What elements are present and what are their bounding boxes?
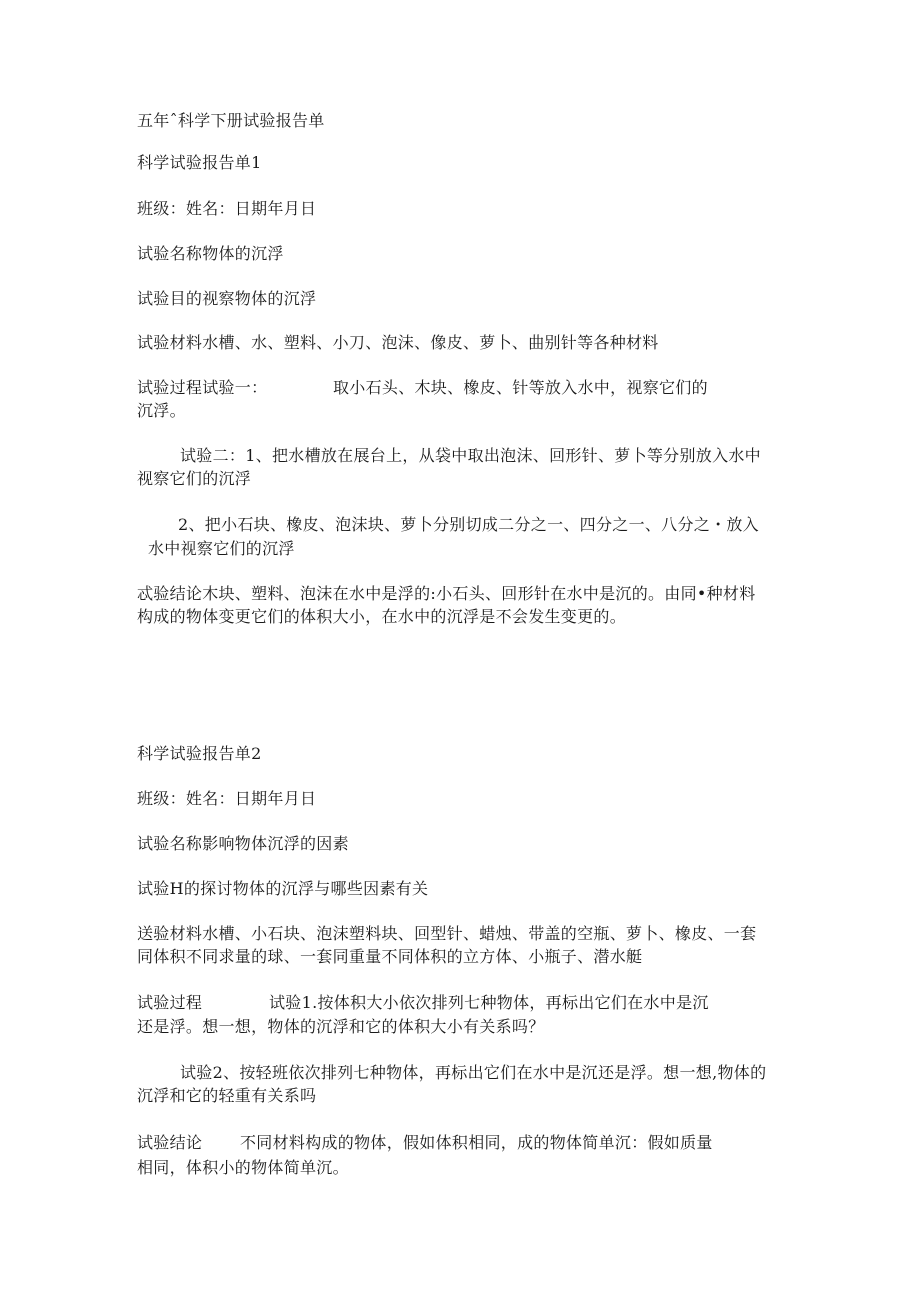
report-1-process-1: 取小石头、木块、橡皮、针等放入水中，视察它们的 (333, 378, 708, 397)
report-1-process-1-cont: 沉浮。 (137, 401, 186, 420)
report-1-process-label: 试验过程试验一： (137, 378, 268, 397)
report-2-process-label: 试验过程 (137, 993, 203, 1012)
report-2-conclusion-cont: 相同，体积小的物体简单沉。 (137, 1158, 349, 1177)
report-1-conclusion: 忒验结论木块、塑料、泡沫在水中是浮的:小石头、回形针在水中是沉的。由同•种材料 (137, 584, 756, 603)
report-2-conclusion: 不同材料构成的物体，假如体积相同，成的物体简单沉：假如质量 (240, 1133, 713, 1152)
report-1-purpose: 试验目的视察物体的沉浮 (137, 289, 317, 308)
report-2-materials: 送验材料水槽、小石块、泡沫塑料块、回型针、蜡烛、带盖的空瓶、萝卜、橡皮、一套 (137, 924, 757, 943)
report-2-conclusion-label: 试验结论 (137, 1133, 203, 1152)
report-2-process-1-cont: 还是浮。想一想，物体的沉浮和它的体积大小有关系吗？ (137, 1017, 545, 1036)
report-1-process-2: 试验二：1、把水槽放在展台上，从袋中取出泡沫、回形针、萝卜等分别放入水中 (180, 446, 761, 465)
document-title: 五年ˆ科学下册试验报告单 (137, 111, 325, 130)
report-1-info: 班级：姓名：日期年月日 (137, 199, 317, 218)
report-2-purpose: 试验H的探讨物体的沉浮与哪些因素有关 (137, 879, 429, 898)
report-2-info: 班级：姓名：日期年月日 (137, 789, 317, 808)
report-1-heading: 科学试验报告单1 (137, 153, 262, 172)
report-2-materials-cont: 同体积不同求量的球、一套同重量不同体积的立方体、小瓶子、潜水艇 (137, 947, 643, 966)
report-2-process-2: 试验2、按轻班依次排列七种物体，再标出它们在水中是沉还是浮。想一想,物体的 (180, 1063, 767, 1082)
report-2-process-2-cont: 沉浮和它的轻重有关系吗 (137, 1086, 317, 1105)
report-2-heading: 科学试验报告单2 (137, 744, 262, 763)
report-2-name: 试验名称影响物体沉浮的因素 (137, 834, 349, 853)
report-2-process-1: 试验1.按体积大小依次排列七种物体，再标出它们在水中是沉 (269, 993, 709, 1012)
report-1-name: 试验名称物体的沉浮 (137, 244, 284, 263)
report-1-process-3: 2、把小石块、橡皮、泡沫块、萝卜分别切成二分之一、四分之一、八分之・放入 (178, 515, 759, 534)
report-1-process-2-cont: 视察它们的沉浮 (137, 469, 252, 488)
report-1-process-3-cont: 水中视察它们的沉浮 (148, 539, 295, 558)
report-1-conclusion-cont: 构成的物体变更它们的体积大小，在水中的沉浮是不会发生变更的。 (137, 607, 627, 626)
report-1-materials: 试验材料水槽、水、塑料、小刀、泡沫、像皮、萝卜、曲别针等各种材料 (137, 333, 659, 352)
